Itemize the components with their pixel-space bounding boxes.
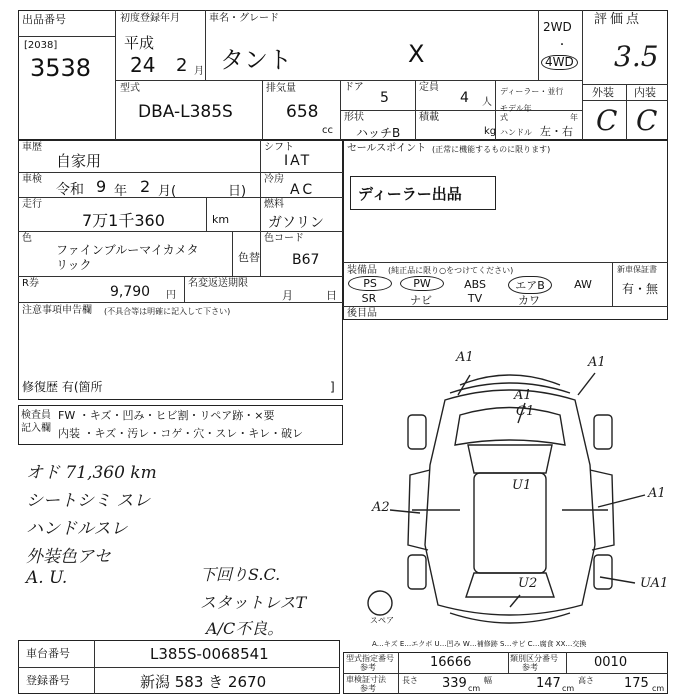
color-change-label: 色替 [238, 251, 260, 264]
body-outline [425, 390, 595, 615]
door-count: 5 [380, 90, 389, 106]
chassis-label: 車台番号 [26, 647, 70, 660]
height-label: 高さ [578, 676, 594, 685]
capacity-label: 定員 [419, 82, 439, 93]
recycle-amount: 9,790 [110, 284, 151, 300]
note-2: シートシミ スレ [26, 491, 151, 511]
inspection-year: 9 [96, 177, 107, 196]
color-line2: リック [56, 258, 92, 272]
inspection-era: 令和 [56, 182, 84, 198]
door-label: ドア [344, 82, 364, 93]
width-unit: cm [562, 684, 575, 693]
warranty-value: 有・無 [622, 282, 659, 296]
drive-4wd: 4WD [541, 55, 578, 70]
car-diagram [350, 345, 670, 635]
note-5: A. U. [26, 568, 68, 588]
mark-u2-rear: U2 [518, 576, 538, 591]
equip-abs: ABS [464, 278, 486, 291]
mark-u1-roof: U1 [512, 478, 532, 493]
note-4: 外装色アセ [26, 547, 111, 567]
type-number: 16666 [430, 655, 472, 670]
lot-number: 3538 [30, 54, 92, 82]
equip-sr: SR [361, 292, 377, 305]
reg-month-unit: 月 [194, 66, 204, 77]
equipment-label: 装備品 [347, 265, 377, 276]
shift-label: シフト [264, 142, 294, 153]
car-grade: X [408, 40, 425, 68]
fuel-label: 燃料 [264, 199, 284, 210]
dealer-label: ディーラー・並行 [500, 87, 564, 96]
reg-date-label: 初度登録年月 [120, 13, 180, 24]
lot-code: [2038] [24, 40, 58, 51]
name-change-label: 名変返送期限 [188, 278, 248, 289]
inspection-day-unit: 日) [228, 184, 247, 199]
exterior-grade: C [596, 104, 618, 137]
recycle-label: R券 [22, 278, 39, 289]
length: 339 [442, 676, 467, 691]
type-number-label: 型式指定番号 [346, 654, 394, 663]
height-unit: cm [652, 684, 665, 693]
inspection-year-unit: 年 [114, 184, 128, 199]
sales-point-sub: (正常に機能するものに限ります) [432, 145, 551, 154]
size-label: 車検証寸法 [346, 675, 386, 684]
car-name-label: 車名・グレード [209, 13, 279, 24]
inspector-label-2: 記入欄 [21, 423, 51, 434]
notes-sub: (不具合等は明確に記入して下さい) [104, 307, 231, 316]
handle-label: ハンドル [500, 128, 532, 137]
recycle-unit: 円 [166, 290, 176, 301]
mark-a1-front-right: A1 [588, 355, 606, 370]
shape: ハッチB [356, 126, 401, 140]
handle-value: 左・右 [540, 125, 573, 138]
notes-label: 注意事項申告欄 [22, 305, 92, 316]
model-year-label: モデル年式 [500, 104, 532, 122]
rear-seat-label: 後目品 [347, 308, 377, 319]
mileage-unit: km [212, 213, 230, 226]
model-label: 型式 [120, 83, 140, 94]
mark-a1-hood: A1 [514, 388, 532, 403]
note-right-1: 下回りS.C. [200, 565, 281, 584]
mark-c1-hood: C1 [516, 404, 535, 419]
interior-label: 内装 [634, 86, 656, 99]
color-line1: ファインブルーマイカメタ [56, 243, 199, 257]
exterior-label: 外装 [592, 86, 614, 99]
mark-a1-front-left: A1 [456, 350, 474, 365]
repair-close: ] [330, 380, 335, 394]
score-value: 3.5 [614, 40, 659, 73]
reg-number-label: 登録番号 [26, 674, 70, 687]
auction-sheet: 出品番号 [2038] 3538 初度登録年月 平成 24 2 月 車名・グレード タント X 2WD ・ 4WD 評価点 3.5 型式 DBA-L385S 排気量 658 cc ドア 5 定員 4 人 ディーラー・並行 モデル年式 年 形状 ハッチB 積載 kg ハンドル 左・右 外装 内装 C C 車歴 自家用 シフト IAT 車検 令和 9 年 2 月( 日) 冷房 AC 走行 7万1千360 km 燃料 ガソリン 色 ファインブルーマイカメタ リック 色替 色コード B67 R券 9,790 円 名変返送期限 月 日 注意事項申告欄 (不具合等は明確に記入して下さい) 修復歴 有(箇所 ] セールスポイント (正常に機能するものに限ります) ディーラー出品 装備品 (純正品に限り○をつけてください) 新車保証書 有・無 PS PW ABS エアB AW SR ナビ TV カワ 後目品 検査員 記入欄 FW ・キズ・凹み・ヒビ割・リペア跡・×要 内装 ・キズ・汚レ・コゲ・穴・スレ・キレ・破レ オド 71,360 km シートシミ スレ ハンドルスレ 外装色アセ A. U. 下回りS.C. スタットレスT A/C不良。 A1 A1 A1 C1 A2 U1 A1 U2 UA1 スペア A…キズ E…エクボ U…凹み W…補修跡 S…サビ C…腐食 XX…交換 車台番号 L385S-0068541 登録番号 新潟 583 き 2670 型式指定番号 参考 16666 類別区分番号 参考 0010 車検証寸法 参考 長さ 339 cm 幅 147 cm 高さ 175 cm [0, 0, 700, 700]
drive-2wd: 2WD [543, 20, 572, 34]
class-label: 類別区分番号 [510, 654, 558, 663]
capacity: 4 [460, 90, 469, 106]
width: 147 [536, 676, 561, 691]
class-number: 0010 [594, 655, 628, 670]
type-number-sub: 参考 [360, 663, 376, 672]
inspector-interior-row: 内装 ・キズ・汚レ・コゲ・穴・スレ・キレ・破レ [58, 427, 304, 440]
mark-ua1-rear-right: UA1 [640, 576, 669, 591]
fuel: ガソリン [268, 215, 324, 231]
ac: AC [290, 182, 316, 198]
sales-point-label: セールスポイント [347, 143, 427, 154]
interior-grade: C [636, 104, 658, 137]
cc-unit: cc [322, 125, 333, 136]
score-label: 評価点 [594, 12, 643, 27]
lot-label: 出品番号 [22, 13, 66, 26]
length-unit: cm [468, 684, 481, 693]
mark-a1-right: A1 [648, 486, 666, 501]
inspection-month: 2 [140, 177, 151, 196]
sales-point-text: ディーラー出品 [358, 185, 462, 203]
color-label: 色 [22, 233, 32, 244]
note-right-3: A/C不良。 [206, 619, 284, 638]
equip-tv: TV [467, 292, 483, 305]
cc-label: 排気量 [266, 83, 296, 94]
inspection-label: 車検 [22, 174, 42, 185]
chassis-number: L385S-0068541 [150, 645, 269, 663]
length-label: 長さ [402, 676, 418, 685]
note-1: オド 71,360 km [26, 463, 157, 483]
sales-equipment-block [343, 140, 668, 320]
warranty-label: 新車保証書 [617, 265, 657, 274]
mileage-label: 走行 [22, 199, 42, 210]
cc-value: 658 [286, 102, 319, 122]
equip-ps: PS [348, 276, 392, 291]
note-3: ハンドルスレ [26, 519, 128, 539]
mileage: 7万1千360 [82, 211, 165, 230]
equip-navi: ナビ [410, 294, 432, 307]
equip-pw: PW [400, 276, 444, 291]
equip-aw: AW [574, 278, 592, 291]
spare-label: スペア [370, 616, 394, 625]
class-sub: 参考 [522, 663, 538, 672]
equipment-sub: (純正品に限り○をつけてください) [388, 266, 514, 275]
shift: IAT [284, 153, 312, 169]
ac-label: 冷房 [264, 174, 284, 185]
inspector-exterior-row: FW ・キズ・凹み・ヒビ割・リペア跡・×要 [58, 409, 275, 422]
spare-tire [368, 591, 392, 615]
usage: 自家用 [56, 152, 102, 170]
model-code: DBA-L385S [138, 102, 233, 122]
capacity-unit: 人 [482, 97, 492, 108]
name-change-day: 日 [326, 289, 337, 302]
size-sub: 参考 [360, 684, 376, 693]
color-code: B67 [292, 252, 320, 268]
inspection-month-unit: 月( [158, 184, 177, 199]
shape-label: 形状 [344, 112, 364, 123]
equip-airbag: エアB [508, 276, 552, 294]
width-label: 幅 [484, 676, 492, 685]
repair-history: 修復歴 有(箇所 [22, 380, 103, 394]
year-unit: 年 [570, 113, 578, 122]
load-label: 積載 [419, 112, 439, 123]
color-code-label: 色コード [264, 233, 304, 244]
inspector-label-1: 検査員 [21, 410, 51, 421]
mark-a2-left: A2 [372, 500, 390, 515]
reg-year: 24 [130, 53, 156, 77]
reg-number: 新潟 583 き 2670 [140, 673, 267, 691]
usage-label: 車歴 [22, 142, 42, 153]
reg-era: 平成 [124, 34, 155, 52]
height: 175 [624, 676, 649, 691]
name-change-month: 月 [282, 289, 293, 302]
car-name: タント [220, 46, 292, 74]
reg-month: 2 [176, 55, 188, 76]
load-unit: kg [484, 126, 497, 137]
equip-leather: カワ [518, 294, 540, 307]
legend: A…キズ E…エクボ U…凹み W…補修跡 S…サビ C…腐食 XX…交換 [372, 640, 587, 648]
note-right-2: スタットレスT [200, 593, 307, 612]
